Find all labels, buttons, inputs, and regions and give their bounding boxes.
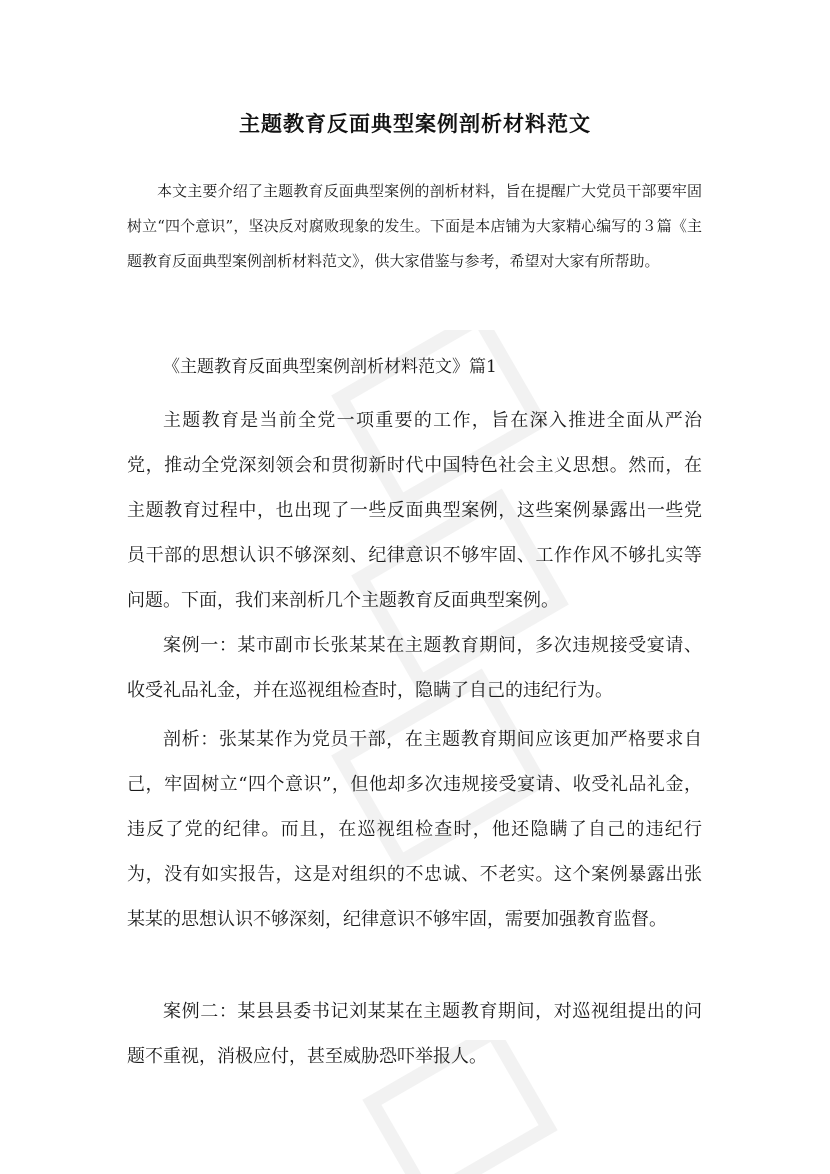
body-paragraph-case-1: 案例一：某市副市长张某某在主题教育期间，多次违规接受宴请、收受礼品礼金，并在巡视组检查时，隐瞒了自己的违纪行为。	[127, 635, 702, 701]
body-paragraph-case-2: 案例二：某县县委书记刘某某在主题教育期间，对巡视组提出的问题不重视，消极应付，甚至威胁恐吓举报人。	[127, 1001, 702, 1067]
page-title: 主题教育反面典型案例剖析材料范文	[239, 112, 591, 136]
section-heading: 《主题教育反面典型案例剖析材料范文》篇1	[163, 357, 497, 377]
body-paragraph-1: 主题教育是当前全党一项重要的工作，旨在深入推进全面从严治党，推动全党深刻领会和贯彻新时代中国特色社会主义思想。然而，在主题教育过程中，也出现了一些反面典型案例，这些案例暴露出一些党员干部的思想认识不够深刻、纪律意识不够牢固、工作作风不够扎实等问题。下面，我们来剖析几个主题教育反面典型案例。	[127, 410, 702, 611]
body-paragraph-analysis-1: 剖析：张某某作为党员干部，在主题教育期间应该更加严格要求自己，牢固树立“四个意识”，但他却多次违规接受宴请、收受礼品礼金，违反了党的纪律。而且，在巡视组检查时，他还隐瞒了自己的违纪行为，没有如实报告，这是对组织的不忠诚、不老实。这个案例暴露出张某某的思想认识不够深刻，纪律意识不够牢固，需要加强教育监督。	[127, 729, 702, 930]
intro-paragraph: 本文主要介绍了主题教育反面典型案例的剖析材料，旨在提醒广大党员干部要牢固树立“四个意识”，坚决反对腐败现象的发生。下面是本店铺为大家精心编写的３篇《主题教育反面典型案例剖析材料范文》，供大家借鉴与参考，希望对大家有所帮助。	[127, 182, 702, 270]
